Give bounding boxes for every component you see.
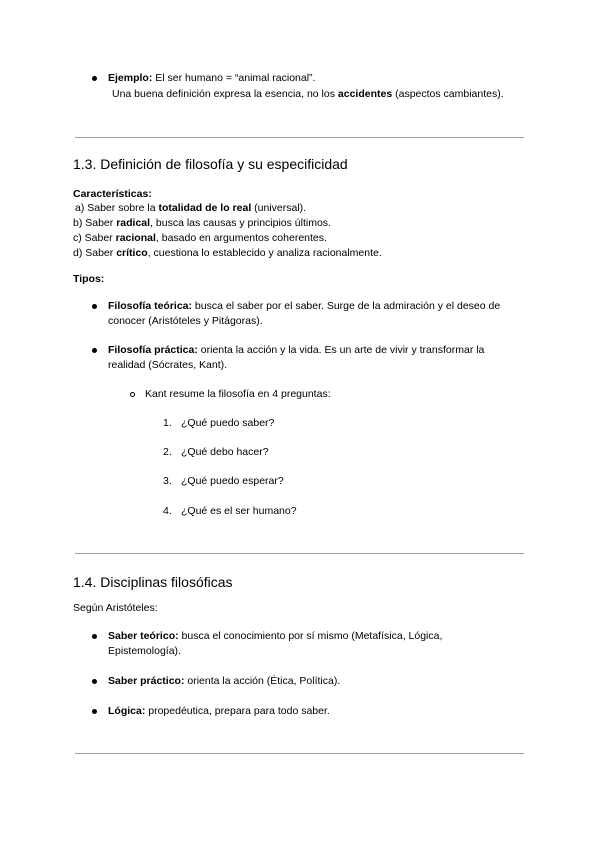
question-number: 2. <box>163 446 172 458</box>
type-item-practical-cont: realidad (Sócrates, Kant). <box>108 359 228 371</box>
divider <box>75 137 524 138</box>
bullet-icon <box>92 304 97 309</box>
divider <box>75 553 524 554</box>
question-number: 3. <box>163 475 172 487</box>
bullet-icon <box>92 634 97 639</box>
divider <box>75 753 524 754</box>
kant-text: Kant resume la filosofía en 4 preguntas: <box>145 388 331 400</box>
section-title-1-4: 1.4. Disciplinas filosóficas <box>73 574 233 590</box>
type-item-practical: Filosofía práctica: orienta la acción y la vida. Es un arte de vivir y transformar la <box>108 344 485 356</box>
bullet-icon <box>92 76 97 81</box>
example-line: Ejemplo: El ser humano = “animal racional”. <box>108 72 316 84</box>
type-item-theoretical: Filosofía teórica: busca el saber por el saber. Surge de la admiración y el deseo de <box>108 300 501 312</box>
characteristic-item: a) Saber sobre la totalidad de lo real (universal). <box>75 202 307 214</box>
types-label: Tipos: <box>73 273 105 285</box>
question-item: ¿Qué es el ser humano? <box>181 505 297 517</box>
example-line-2: Una buena definición expresa la esencia, no los accidentes (aspectos cambiantes). <box>112 88 504 100</box>
characteristic-item: c) Saber racional, basado en argumentos coherentes. <box>73 232 327 244</box>
intro-text: Según Aristóteles: <box>73 602 158 614</box>
question-item: ¿Qué puedo esperar? <box>181 475 284 487</box>
section-title-1-3: 1.3. Definición de filosofía y su especificidad <box>73 156 348 172</box>
question-number: 4. <box>163 505 172 517</box>
question-item: ¿Qué puedo saber? <box>181 417 275 429</box>
bullet-icon <box>92 348 97 353</box>
type-item-theoretical-cont: conocer (Aristóteles y Pitágoras). <box>108 315 263 327</box>
bullet-icon <box>92 679 97 684</box>
discipline-item-practical: Saber práctico: orienta la acción (Ética, Política). <box>108 675 341 687</box>
characteristic-item: d) Saber crítico, cuestiona lo establecido y analiza racionalmente. <box>73 247 382 259</box>
question-number: 1. <box>163 417 172 429</box>
characteristic-item: b) Saber radical, busca las causas y principios últimos. <box>73 217 331 229</box>
discipline-item-theoretical-cont: Epistemología). <box>108 645 181 657</box>
characteristics-label: Características: <box>73 188 152 200</box>
question-item: ¿Qué debo hacer? <box>181 446 269 458</box>
circle-bullet-icon <box>130 392 135 397</box>
discipline-item-theoretical: Saber teórico: busca el conocimiento por sí mismo (Metafísica, Lógica, <box>108 630 443 642</box>
discipline-item-logic: Lógica: propedéutica, prepara para todo saber. <box>108 705 330 717</box>
bullet-icon <box>92 709 97 714</box>
